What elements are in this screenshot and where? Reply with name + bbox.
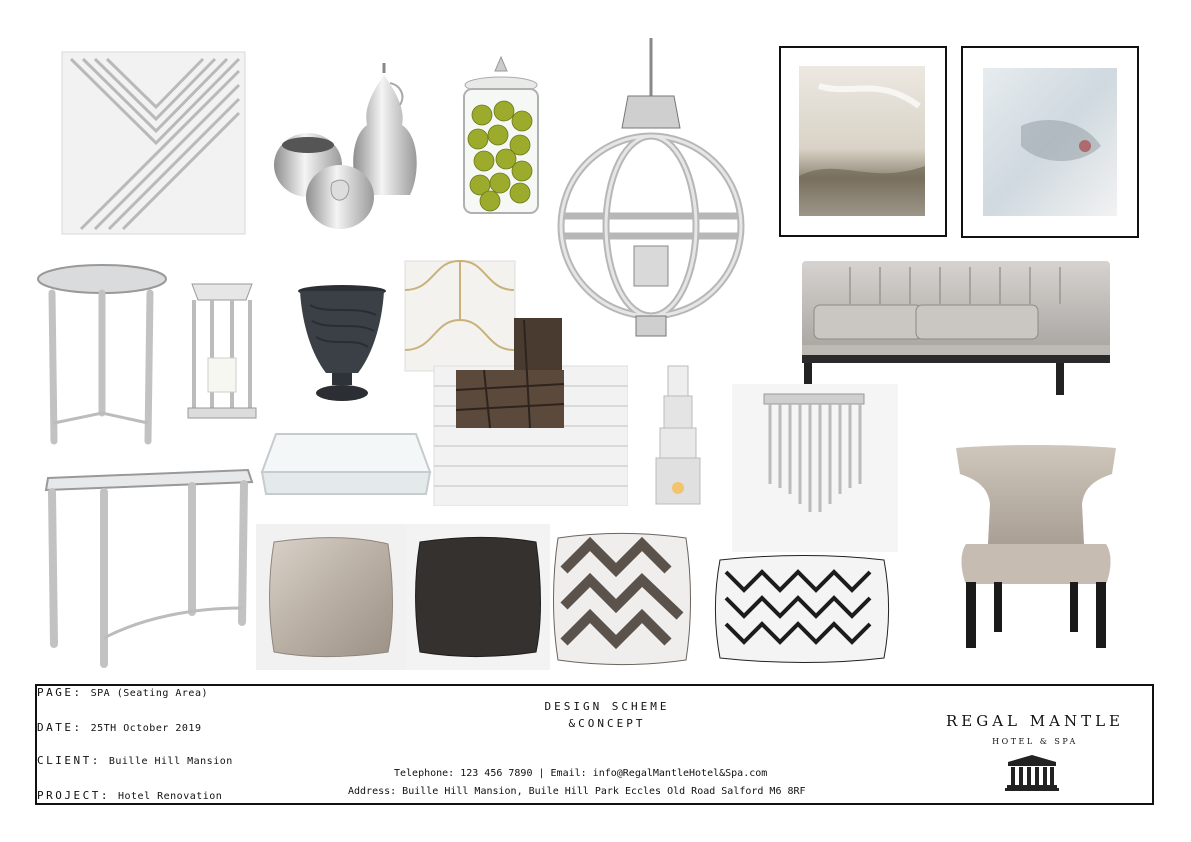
- project-value: Hotel Renovation: [117, 791, 223, 802]
- silver-pear-jar-icon: [272, 55, 430, 231]
- contact-telephone: Telephone: 123 456 7890 | Email: info@RegalMantleHotel&Spa.com: [394, 768, 768, 779]
- date-row: [37, 721, 201, 734]
- title-block: [35, 684, 1154, 805]
- abstract-art-print-icon: [961, 46, 1139, 238]
- glass-jar-apples-icon: [460, 55, 542, 219]
- cushion-icon: [714, 552, 890, 666]
- lantern-icon: [184, 272, 260, 432]
- cushion-icon: [550, 530, 694, 668]
- date-value: 25TH October 2019: [90, 723, 202, 734]
- cushion-icon: [406, 524, 550, 670]
- page-row: [37, 686, 208, 699]
- velvet-sofa-icon: [800, 259, 1112, 397]
- crystal-wall-light-icon: [732, 384, 898, 552]
- page-label: PAGE:: [37, 686, 83, 699]
- client-row: [37, 754, 233, 767]
- brand-subtitle: HOTEL & SPA: [992, 737, 1078, 746]
- project-label: PROJECT:: [37, 789, 110, 802]
- mirror-icon: [61, 51, 246, 235]
- scheme-subtitle: &CONCEPT: [568, 717, 646, 730]
- client-value: Buille Hill Mansion: [108, 756, 233, 767]
- scheme-title: DESIGN SCHEME: [544, 700, 670, 713]
- project-row: [37, 789, 222, 802]
- fabric-wood-swatch-icon: [404, 260, 628, 506]
- temple-logo-icon: [1004, 754, 1060, 792]
- cushion-icon: [256, 524, 406, 670]
- brand-name: REGAL MANTLE: [945, 712, 1125, 730]
- page-value: SPA (Seating Area): [90, 688, 208, 699]
- black-urn-icon: [296, 285, 388, 403]
- candle-holder-icon: [654, 364, 702, 508]
- console-table-icon: [42, 468, 254, 668]
- contact-address: Address: Buille Hill Mansion, Buile Hill Park Eccles Old Road Salford M6 8RF: [348, 786, 806, 797]
- side-table-icon: [36, 263, 168, 451]
- velvet-dining-chair-icon: [954, 444, 1118, 650]
- abstract-art-print-icon: [779, 46, 947, 237]
- date-label: DATE:: [37, 721, 83, 734]
- acrylic-tray-icon: [260, 432, 432, 496]
- client-label: CLIENT:: [37, 754, 101, 767]
